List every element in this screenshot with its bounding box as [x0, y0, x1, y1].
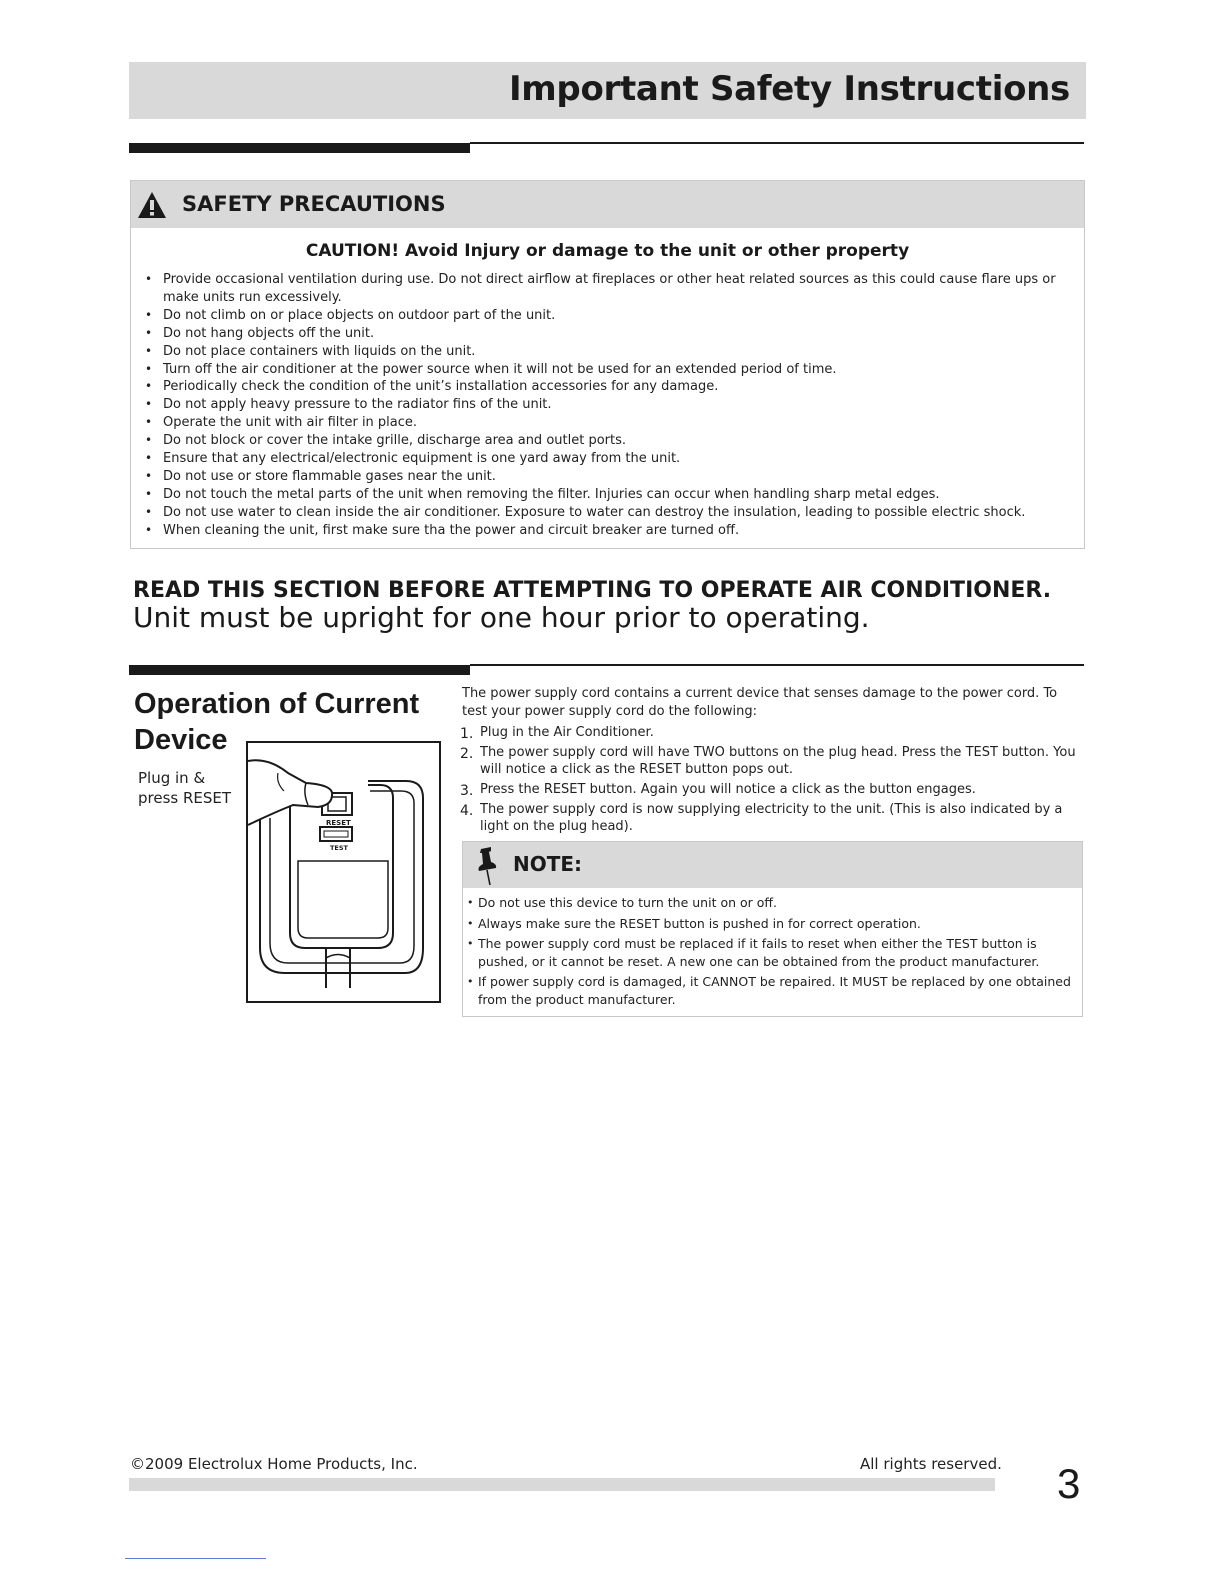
test-label: TEST [330, 844, 348, 852]
warning-triangle-icon [137, 191, 167, 219]
plug-illustration [246, 741, 441, 1003]
list-item [458, 744, 1078, 778]
page-link-underline [125, 1558, 266, 1559]
list-item: • Do not use or store flammable gases near the unit. [143, 468, 1082, 486]
safety-list [143, 271, 1082, 540]
list-item [458, 801, 1078, 835]
operation-title-line: Device [134, 724, 228, 756]
pushpin-icon [475, 846, 501, 886]
step-number: 3. [460, 783, 474, 799]
operation-title-line: Operation of Current [134, 688, 420, 720]
safety-title: SAFETY PRECAUTIONS [182, 192, 446, 216]
caption-line: Plug in & [138, 769, 206, 787]
step-number: 1. [460, 726, 474, 742]
note-box [462, 841, 1083, 1017]
safety-precautions-box [130, 180, 1085, 549]
footer-band [129, 1478, 995, 1491]
page-title: Important Safety Instructions [508, 69, 1070, 109]
step-number: 4. [460, 803, 474, 819]
step-text: Plug in the Air Conditioner. [480, 725, 654, 740]
caution-heading: CAUTION! Avoid Injury or damage to the unit or other property [305, 241, 910, 261]
list-item: • Do not hang objects off the unit. [143, 325, 1082, 343]
list-item: • Provide occasional ventilation during use. Do not direct airflow at fireplaces or other heat related sources as this could cause flare ups or make units run excessively. [143, 271, 1082, 307]
section-divider-thin [470, 142, 1084, 144]
list-item: • Turn off the air conditioner at the power source when it will not be used for an extended period of time. [143, 361, 1082, 379]
list-item: • Do not apply heavy pressure to the radiator fins of the unit. [143, 396, 1082, 414]
list-item [458, 781, 1078, 798]
title-band [129, 62, 1086, 119]
list-item: • Do not use water to clean inside the air conditioner. Exposure to water can destroy the insulation, leading to possible electric shock. [143, 504, 1082, 522]
reset-label: RESET [326, 819, 351, 827]
list-item: • Do not block or cover the intake grille, discharge area and outlet ports. [143, 432, 1082, 450]
operation-intro: The power supply cord contains a current device that senses damage to the power cord. To test your power supply cord do the following: [462, 686, 1058, 719]
section-divider-thin [470, 664, 1084, 666]
steps-list [458, 724, 1078, 838]
list-item: • Do not place containers with liquids on the unit. [143, 343, 1082, 361]
list-item: • Periodically check the condition of the unit’s installation accessories for any damage. [143, 378, 1082, 396]
caption-line: press RESET [138, 789, 232, 807]
read-section-subheading: Unit must be upright for one hour prior to operating. [133, 601, 870, 634]
list-item: • Operate the unit with air filter in place. [143, 414, 1082, 432]
step-text: Press the RESET button. Again you will notice a click as the button engages. [480, 782, 976, 797]
note-header [463, 842, 1082, 888]
page-number: 3 [1057, 1460, 1081, 1507]
list-item: • Do not use this device to turn the unit on or off. [467, 894, 1080, 911]
step-text: The power supply cord will have TWO buttons on the plug head. Press the TEST button. You will notice a click as the RESET button pops out. [480, 745, 1076, 777]
read-section-heading: READ THIS SECTION BEFORE ATTEMPTING TO OPERATE AIR CONDITIONER. [133, 578, 1052, 603]
list-item: • Do not touch the metal parts of the unit when removing the filter. Injuries can occur when handling sharp metal edges. [143, 486, 1082, 504]
section-divider-thick [129, 665, 470, 675]
section-divider-thick [129, 143, 470, 153]
list-item: • The power supply cord must be replaced if it fails to reset when either the TEST button is pushed, or it cannot be reset. A new one can be obtained from the product manufacturer. [467, 935, 1080, 970]
list-item: • Always make sure the RESET button is pushed in for correct operation. [467, 915, 1080, 932]
plug-head-drawing [248, 743, 439, 1001]
list-item: • Do not climb on or place objects on outdoor part of the unit. [143, 307, 1082, 325]
list-item: • When cleaning the unit, first make sure tha the power and circuit breaker are turned off. [143, 522, 1082, 540]
list-item: • Ensure that any electrical/electronic equipment is one yard away from the unit. [143, 450, 1082, 468]
rights-text: All rights reserved. [860, 1455, 1002, 1473]
safety-header [131, 181, 1084, 228]
note-list [467, 894, 1080, 1011]
list-item [458, 724, 1078, 741]
note-title: NOTE: [513, 852, 583, 876]
step-text: The power supply cord is now supplying electricity to the unit. (This is also indicated by a light on the plug head). [480, 802, 1063, 834]
list-item: • If power supply cord is damaged, it CANNOT be repaired. It MUST be replaced by one obtained from the product manufacturer. [467, 973, 1080, 1008]
figure-caption [138, 768, 231, 808]
step-number: 2. [460, 746, 474, 762]
copyright-text: ©2009 Electrolux Home Products, Inc. [130, 1455, 418, 1473]
